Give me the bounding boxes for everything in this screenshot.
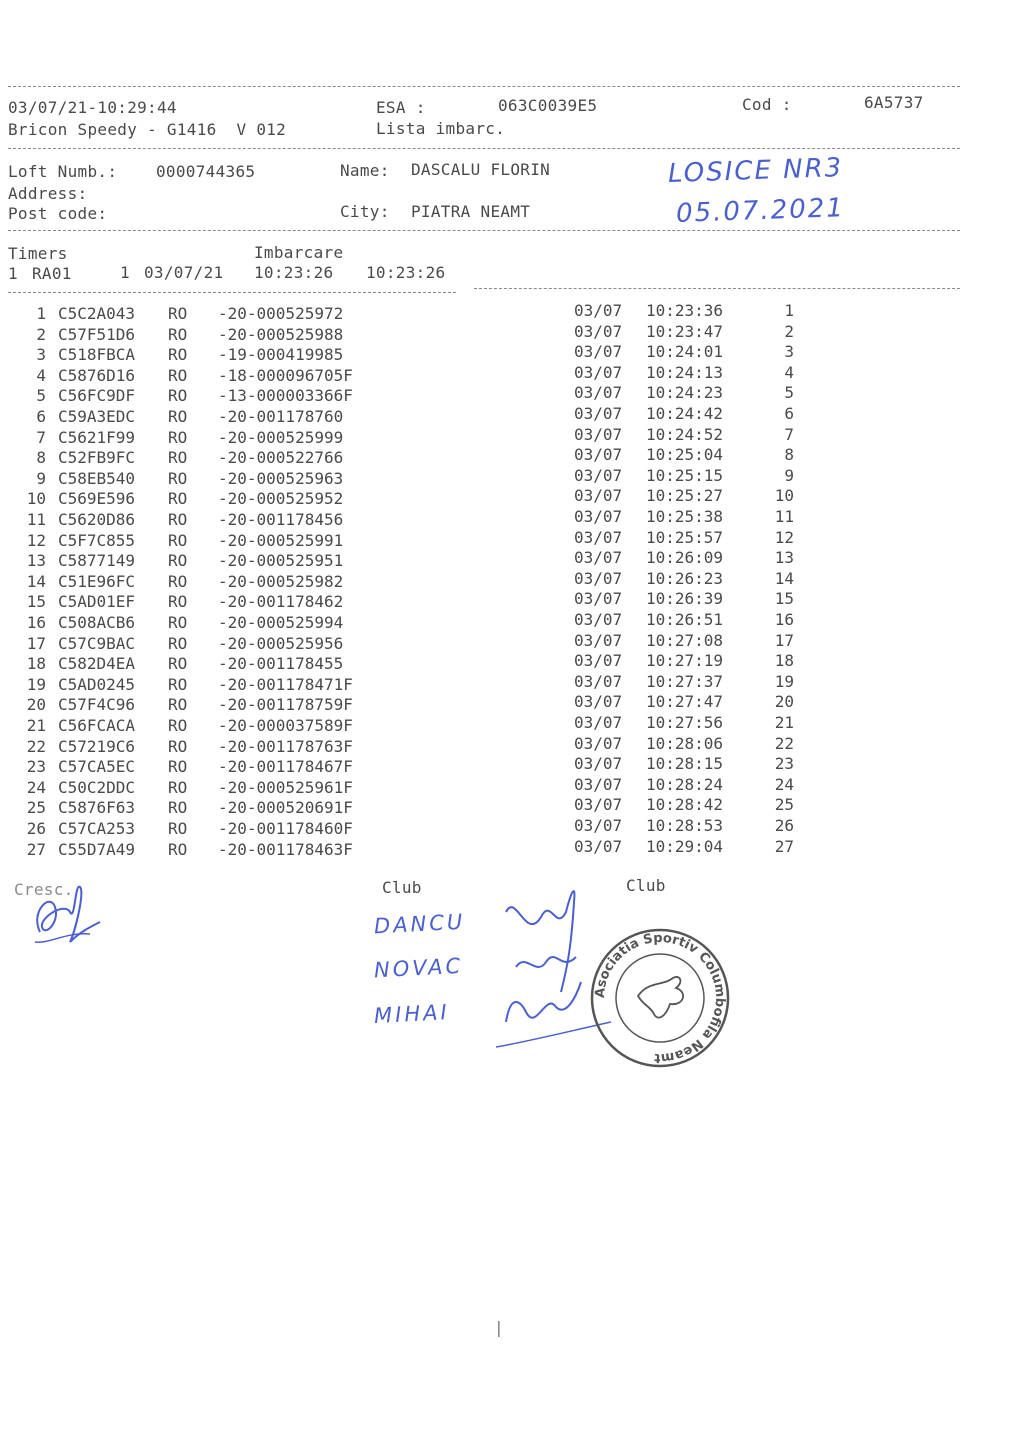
clock-date: 03/07 (574, 342, 623, 362)
row-number: 7 (36, 427, 46, 447)
table-row (0, 816, 1024, 839)
clock-date: 03/07 (574, 507, 623, 526)
row-number: 23 (26, 757, 46, 777)
table-row (0, 754, 1024, 777)
row-number: 26 (26, 819, 46, 838)
clock-time: 10:28:15 (646, 754, 724, 774)
table-row (0, 795, 1024, 818)
clock-date: 03/07 (574, 754, 623, 774)
row-number: 19 (26, 674, 46, 694)
country-code: RO (168, 716, 188, 735)
ring-number: -20-000525956 (218, 633, 344, 653)
clock-date: 03/07 (574, 795, 623, 815)
chip-id: C58EB540 (58, 468, 136, 488)
esa-value: 063C0039E5 (498, 96, 598, 115)
ring-number: -20-000525951 (218, 551, 344, 571)
clock-time: 10:25:27 (646, 486, 724, 506)
country-code: RO (168, 489, 188, 509)
table-row (0, 465, 1024, 489)
chip-id: C569E596 (58, 489, 136, 509)
city-label: City: (340, 202, 390, 221)
address-label: Address: (8, 184, 88, 203)
table-row (0, 651, 1024, 674)
country-code: RO (168, 654, 188, 674)
chip-id: C57C9BAC (58, 633, 136, 653)
ring-number: -20-000525988 (218, 324, 344, 344)
clock-time: 10:25:04 (646, 445, 724, 465)
row-number: 6 (36, 407, 46, 426)
sequence-number: 17 (774, 630, 794, 650)
name-value: DASCALU FLORIN (411, 160, 551, 179)
scan-mark: | (494, 1318, 504, 1337)
clock-time: 10:28:42 (646, 795, 724, 815)
chip-id: C5AD01EF (58, 592, 136, 612)
table-row (0, 424, 1024, 448)
chip-id: C5876D16 (58, 365, 136, 385)
chip-id: C50C2DDC (58, 777, 136, 797)
clock-time: 10:25:57 (646, 527, 724, 547)
club-label-left: Club (382, 878, 422, 897)
club-member-3: MIHAI (373, 1000, 451, 1028)
loft-value: 0000744365 (156, 162, 256, 181)
country-code: RO (168, 736, 188, 756)
sequence-number: 18 (774, 651, 794, 671)
timer-time-end: 10:23:26 (366, 263, 446, 282)
list-title: Lista imbarc. (376, 119, 506, 138)
clock-date: 03/07 (574, 362, 623, 382)
clock-date: 03/07 (574, 692, 623, 712)
sequence-number: 19 (774, 671, 794, 691)
ring-number: -20-000522766 (218, 448, 344, 468)
clock-time: 10:25:38 (646, 507, 724, 526)
name-label: Name: (340, 161, 390, 180)
clock-date: 03/07 (574, 651, 623, 671)
clock-time: 10:27:37 (646, 671, 724, 691)
chip-id: C57CA5EC (58, 757, 136, 777)
clock-date: 03/07 (574, 630, 623, 650)
club-stamp (588, 926, 732, 1070)
cod-value: 6A5737 (864, 93, 924, 112)
chip-id: C52FB9FC (58, 448, 136, 468)
chip-id: C57CA253 (58, 819, 136, 838)
ring-number: -20-000525982 (218, 571, 344, 591)
city-value: PIATRA NEAMT (411, 202, 531, 221)
ring-number: -20-000525961F (218, 777, 353, 797)
sequence-number: 6 (784, 404, 794, 423)
country-code: RO (168, 633, 188, 653)
clock-date: 03/07 (574, 404, 623, 423)
country-code: RO (168, 839, 188, 859)
chip-id: C55D7A49 (58, 839, 136, 859)
ring-number: -20-001178760 (218, 407, 344, 426)
club-label-right: Club (626, 876, 666, 895)
table-row (0, 568, 1024, 592)
clock-time: 10:26:39 (646, 589, 724, 609)
row-number: 5 (36, 386, 46, 406)
table-row (0, 383, 1024, 406)
country-code: RO (168, 427, 188, 447)
clock-time: 10:25:15 (646, 465, 724, 485)
cod-label: Cod : (742, 95, 792, 114)
chip-id: C56FC9DF (58, 386, 136, 406)
table-row (0, 836, 1024, 860)
sequence-number: 2 (784, 321, 794, 341)
clock-time: 10:26:09 (646, 548, 724, 568)
sequence-number: 12 (774, 527, 794, 547)
chip-id: C51E96FC (58, 571, 136, 591)
sequence-number: 3 (784, 342, 794, 362)
clock-time: 10:24:42 (646, 404, 724, 423)
country-code: RO (168, 819, 188, 838)
table-row (0, 713, 1024, 736)
row-number: 17 (26, 633, 46, 653)
ring-number: -20-000520691F (218, 798, 353, 818)
clock-date: 03/07 (574, 816, 623, 835)
row-number: 14 (26, 571, 46, 591)
clock-date: 03/07 (574, 445, 623, 465)
sequence-number: 1 (784, 301, 794, 320)
timer-date: 03/07/21 (144, 263, 224, 282)
ring-number: -20-001178463F (218, 839, 353, 859)
ring-number: -20-000525972 (218, 304, 344, 323)
table-row (0, 342, 1024, 365)
row-number: 22 (26, 736, 46, 756)
country-code: RO (168, 386, 188, 406)
country-code: RO (168, 592, 188, 612)
country-code: RO (168, 304, 188, 323)
country-code: RO (168, 468, 188, 488)
clock-time: 10:28:06 (646, 733, 724, 753)
sequence-number: 23 (774, 754, 794, 774)
ring-number: -20-000525952 (218, 489, 344, 509)
sequence-number: 14 (774, 568, 794, 588)
clock-time: 10:26:51 (646, 610, 724, 629)
ring-number: -20-001178763F (218, 736, 353, 756)
ring-number: -20-000525994 (218, 613, 344, 632)
clock-date: 03/07 (574, 321, 623, 341)
ring-number: -20-000525991 (218, 530, 344, 550)
row-number: 16 (26, 613, 46, 632)
row-number: 2 (36, 324, 46, 344)
country-code: RO (168, 365, 188, 385)
table-row (0, 486, 1024, 509)
ring-number: -19-000419985 (218, 345, 344, 365)
clock-time: 10:27:56 (646, 713, 724, 732)
table-row (0, 445, 1024, 468)
country-code: RO (168, 448, 188, 468)
chip-id: C59A3EDC (58, 407, 136, 426)
country-code: RO (168, 324, 188, 344)
ring-number: -20-000037589F (218, 716, 353, 735)
clock-date: 03/07 (574, 589, 623, 609)
table-row (0, 507, 1024, 530)
clock-date: 03/07 (574, 465, 623, 485)
clock-time: 10:24:01 (646, 342, 724, 362)
chip-id: C5621F99 (58, 427, 136, 447)
clock-time: 10:24:23 (646, 383, 724, 403)
sequence-number: 15 (774, 589, 794, 609)
sequence-number: 25 (774, 795, 794, 815)
clock-date: 03/07 (574, 713, 623, 732)
table-row (0, 733, 1024, 757)
table-row (0, 692, 1024, 715)
ring-number: -20-001178467F (218, 757, 353, 777)
clock-time: 10:27:47 (646, 692, 724, 712)
country-code: RO (168, 695, 188, 715)
clock-date: 03/07 (574, 424, 623, 444)
timer-row-index: 1 (8, 264, 18, 283)
sequence-number: 26 (774, 816, 794, 835)
ring-number: -20-001178460F (218, 819, 353, 838)
timer-id: RA01 (32, 264, 72, 283)
sequence-number: 22 (774, 733, 794, 753)
row-number: 8 (36, 448, 46, 468)
loft-label: Loft Numb.: (8, 162, 118, 181)
clock-date: 03/07 (574, 527, 623, 547)
table-row (0, 362, 1024, 386)
chip-id: C5620D86 (58, 510, 136, 529)
row-number: 3 (36, 345, 46, 365)
svg-text:Asociatia Sportiv Columbofila: Asociatia Sportiv Columbofila Neamt (592, 930, 728, 1066)
clock-time: 10:26:23 (646, 568, 724, 588)
chip-id: C57219C6 (58, 736, 136, 756)
row-number: 20 (26, 695, 46, 715)
handwritten-date: 05.07.2021 (675, 193, 846, 229)
clock-date: 03/07 (574, 548, 623, 568)
row-number: 12 (26, 530, 46, 550)
table-row (0, 774, 1024, 798)
sequence-number: 16 (774, 610, 794, 629)
clock-time: 10:28:24 (646, 774, 724, 794)
sequence-number: 13 (774, 548, 794, 568)
chip-id: C5876F63 (58, 798, 136, 818)
sequence-number: 10 (774, 486, 794, 506)
club-member-1: DANCU (373, 909, 466, 939)
clock-date: 03/07 (574, 568, 623, 588)
country-code: RO (168, 345, 188, 365)
row-number: 21 (26, 716, 46, 735)
clock-date: 03/07 (574, 383, 623, 403)
country-code: RO (168, 407, 188, 426)
handwritten-race: LOSICE NR3 (667, 152, 844, 190)
table-row (0, 671, 1024, 695)
clock-date: 03/07 (574, 610, 623, 629)
sequence-number: 9 (784, 465, 794, 485)
clock-time: 10:23:36 (646, 301, 724, 320)
sequence-number: 21 (774, 713, 794, 732)
chip-id: C5AD0245 (58, 674, 136, 694)
clock-time: 10:28:53 (646, 816, 724, 835)
chip-id: C582D4EA (58, 654, 136, 674)
row-number: 15 (26, 592, 46, 612)
country-code: RO (168, 613, 188, 632)
postcode-label: Post code: (8, 204, 108, 223)
timer-time-start: 10:23:26 (254, 263, 334, 282)
sequence-number: 11 (774, 507, 794, 526)
chip-id: C5F7C855 (58, 530, 136, 550)
table-row (0, 527, 1024, 551)
country-code: RO (168, 757, 188, 777)
row-number: 24 (26, 777, 46, 797)
country-code: RO (168, 798, 188, 818)
club-member-2: NOVAC (373, 953, 464, 983)
clock-date: 03/07 (574, 774, 623, 794)
ring-number: -20-001178455 (218, 654, 344, 674)
table-row (0, 404, 1024, 427)
ring-number: -20-000525999 (218, 427, 344, 447)
clock-time: 10:27:08 (646, 630, 724, 650)
ring-number: -20-001178471F (218, 674, 353, 694)
ring-number: -18-000096705F (218, 365, 353, 385)
chip-id: C57F4C96 (58, 695, 136, 715)
clock-time: 10:24:52 (646, 424, 724, 444)
ring-number: -20-001178462 (218, 592, 344, 612)
chip-id: C518FBCA (58, 345, 136, 365)
country-code: RO (168, 571, 188, 591)
ring-number: -20-001178759F (218, 695, 353, 715)
row-number: 18 (26, 654, 46, 674)
clock-date: 03/07 (574, 671, 623, 691)
ring-number: -20-001178456 (218, 510, 344, 529)
report-datetime: 03/07/21-10:29:44 (8, 98, 177, 117)
row-number: 27 (26, 839, 46, 859)
chip-id: C5877149 (58, 551, 136, 571)
table-row (0, 301, 1024, 324)
row-number: 25 (26, 798, 46, 818)
row-number: 4 (36, 365, 46, 385)
row-number: 11 (26, 510, 46, 529)
clock-date: 03/07 (574, 733, 623, 753)
clock-date: 03/07 (574, 486, 623, 506)
device-name: Bricon Speedy - G1416 V 012 (8, 120, 287, 139)
ring-number: -13-000003366F (218, 386, 353, 406)
table-row (0, 630, 1024, 654)
clock-date: 03/07 (574, 836, 623, 856)
clock-time: 10:29:04 (646, 836, 724, 856)
breeder-signature (20, 872, 110, 952)
table-row (0, 589, 1024, 612)
country-code: RO (168, 530, 188, 550)
chip-id: C5C2A043 (58, 304, 136, 323)
clock-time: 10:24:13 (646, 362, 724, 382)
table-row (0, 610, 1024, 633)
timer-number: 1 (120, 263, 130, 282)
ring-number: -20-000525963 (218, 468, 344, 488)
sequence-number: 20 (774, 692, 794, 712)
row-number: 9 (36, 468, 46, 488)
country-code: RO (168, 510, 188, 529)
sequence-number: 8 (784, 445, 794, 465)
sequence-number: 7 (784, 424, 794, 444)
chip-id: C57F51D6 (58, 324, 136, 344)
country-code: RO (168, 674, 188, 694)
clock-time: 10:23:47 (646, 321, 724, 341)
esa-label: ESA : (376, 98, 426, 117)
timers-label: Timers (8, 244, 68, 263)
row-number: 13 (26, 551, 46, 571)
clock-date: 03/07 (574, 301, 623, 320)
table-row (0, 548, 1024, 571)
table-row (0, 321, 1024, 345)
row-number: 1 (36, 304, 46, 323)
row-number: 10 (26, 489, 46, 509)
country-code: RO (168, 777, 188, 797)
sequence-number: 5 (784, 383, 794, 403)
crescator-label: Cresc. (14, 880, 74, 899)
sequence-number: 27 (774, 836, 794, 856)
imbarcare-label: Imbarcare (254, 243, 344, 262)
sequence-number: 4 (784, 362, 794, 382)
clock-time: 10:27:19 (646, 651, 724, 671)
chip-id: C508ACB6 (58, 613, 136, 632)
chip-id: C56FCACA (58, 716, 136, 735)
country-code: RO (168, 551, 188, 571)
sequence-number: 24 (774, 774, 794, 794)
